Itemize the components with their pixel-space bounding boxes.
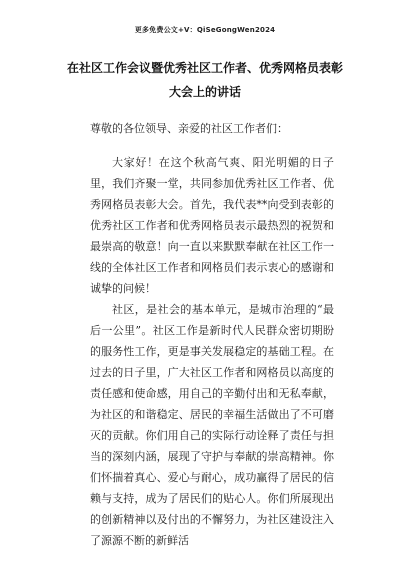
document-title: 在社区工作会议暨优秀社区工作者、优秀网格员表彰大会上的讲话 — [66, 61, 343, 99]
header-note: 更多免费公文+V：QiSeGongWen2024 — [134, 26, 276, 34]
paragraph-1: 大家好！在这个秋高气爽、阳光明媚的日子里，我们齐聚一堂，共同参加优秀社区工作者、优秀网格员表彰大会。首先，我代表**向受到表彰的优秀社区工作者和优秀网格员表示最热烈的祝贺和最崇高的敬意！向一直以来默默奉献在社区工作一线的全体社区工作者和网格员们表示衷心的感谢和诚挚的问候！ — [90, 156, 334, 295]
salutation: 尊敬的各位领导、亲爱的社区工作者们： — [90, 122, 288, 135]
paragraph-2: 社区，是社会的基本单元，是城市治理的“最后一公里”。社区工作是新时代人民群众密切期盼的服务性工作，更是事关发展稳定的基础工程。在过去的日子里，广大社区工作者和网格员以高度的责任感和使命感，用自己的辛勤付出和无私奉献，为社区的和谐稳定、居民的幸福生活做出了不可磨灭的贡献。你们用自己的实际行动诠释了责任与担当的深刻内涵，展现了守护与奉献的崇高精神。你们怀揣着真心、爱心与耐心，成功赢得了居民的信赖与支持，成为了居民们的贴心人。你们所展现出的创新精神以及付出的不懈努力，为社区建设注入了源源不断的新鲜活 — [90, 303, 334, 547]
